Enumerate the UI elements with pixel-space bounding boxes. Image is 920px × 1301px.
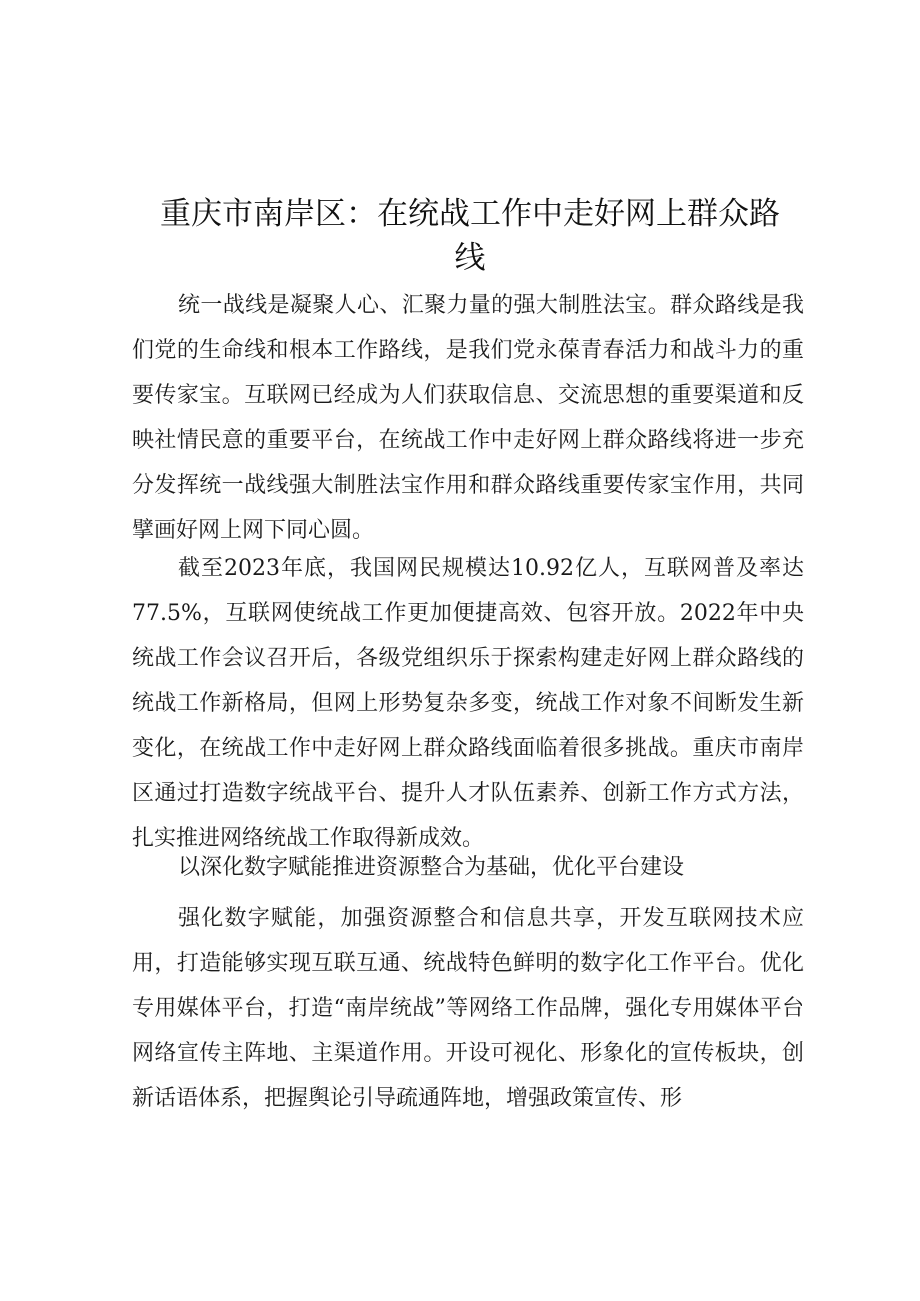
section-heading: 以深化数字赋能推进资源整合为基础，优化平台建设 [178,855,685,880]
paragraph-intro: 统一战线是凝聚人心、汇聚力量的强大制胜法宝。群众路线是我们党的生命线和根本工作路线，是我们党永葆青春活力和战斗力的重要传家宝。互联网已经成为人们获取信息、交流思想的重要渠道和反映社情民意的重要平台，在统战工作中走好网上群众路线将进一步充分发挥统一战线强大制胜法宝作用和群众路线重要传家宝作用，共同擘画好网上网下同心圆。 [132,293,804,543]
paragraph-statistics: 截至2023年底，我国网民规模达10.92亿人，互联网普及率达77.5%，互联网使统战工作更加便捷高效、包容开放。2022年中央统战工作会议召开后，各级党组织乐于探索构建走好网上群众路线的统战工作新格局，但网上形势复杂多变，统战工作对象不间断发生新变化，在统战工作中走好网上群众路线面临着很多挑战。重庆市南岸区通过打造数字统战平台、提升人才队伍素养、创新工作方式方法，扎实推进网络统战工作取得新成效。 [132,556,804,851]
document-title-line-1: 重庆市南岸区：在统战工作中走好网上群众路 [160,196,780,232]
paragraph-platform: 强化数字赋能，加强资源整合和信息共享，开发互联网技术应用，打造能够实现互联互通、统战特色鲜明的数字化工作平台。优化专用媒体平台，打造“南岸统战”等网络工作品牌，强化专用媒体平台网络宣传主阵地、主渠道作用。开设可视化、形象化的宣传板块，创新话语体系，把握舆论引导疏通阵地，增强政策宣传、形 [132,906,804,1111]
document-title-line-2: 线 [454,240,486,276]
